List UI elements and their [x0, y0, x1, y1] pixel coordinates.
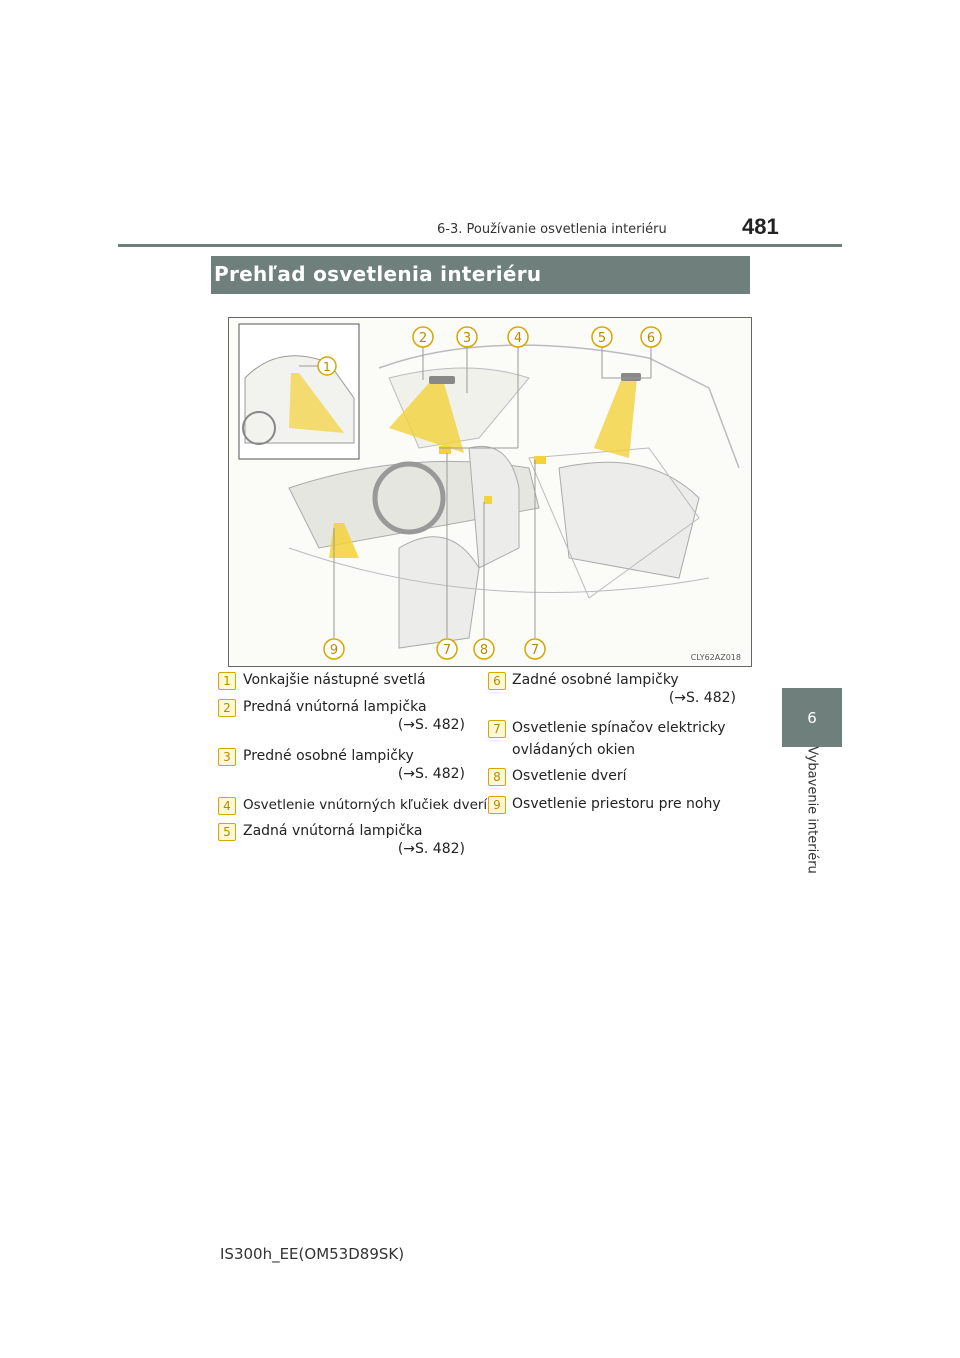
callout-label: 1	[323, 360, 331, 374]
legend-text-4: Osvetlenie vnútorných kľučiek dverí	[243, 797, 488, 813]
callout-7-right	[525, 639, 545, 659]
callout-3	[457, 327, 477, 347]
section-title: Prehľad osvetlenia interiéru	[214, 262, 542, 286]
callout-8	[474, 639, 494, 659]
callout-label: 4	[513, 331, 523, 346]
rear-interior-light-beam	[594, 378, 637, 458]
door-light-front	[439, 446, 451, 454]
legend-badge-1: 1	[218, 672, 236, 690]
legend-text-8: Osvetlenie dverí	[512, 768, 627, 784]
front-seat-left	[399, 537, 479, 648]
callout-9	[324, 639, 344, 659]
callout-label: 3	[462, 331, 472, 346]
legend-badge-7: 7	[488, 720, 506, 738]
callout-label: 9	[329, 643, 339, 658]
callout-label: 8	[479, 643, 489, 658]
legend-ref-3: (→S. 482)	[397, 766, 465, 782]
callout-label: 7	[530, 643, 540, 658]
page-number: 481	[742, 214, 779, 239]
front-lamp	[429, 376, 455, 384]
legend-badge-5: 5	[218, 823, 236, 841]
legend-badge-8: 8	[488, 768, 506, 786]
running-header-title: 6-3. Používanie osvetlenia interiéru	[437, 222, 667, 237]
door-light-rear	[534, 456, 546, 464]
figure-code: CLY62AZ018	[690, 653, 741, 662]
legend-badge-6: 6	[488, 672, 506, 690]
callout-6	[641, 327, 661, 347]
legend-badge-3: 3	[218, 748, 236, 766]
callout-5	[592, 327, 612, 347]
callout-2	[413, 327, 433, 347]
callout-label: 2	[418, 331, 428, 346]
rear-lamp	[621, 373, 641, 381]
interior-lighting-figure	[228, 317, 752, 667]
legend-text-2: Predná vnútorná lampička	[243, 699, 427, 715]
callout-7-left	[437, 639, 457, 659]
callout-label: 7	[442, 643, 452, 658]
legend-badge-4: 4	[218, 797, 236, 815]
chapter-number: 6	[807, 708, 817, 727]
callout-4	[508, 327, 528, 347]
legend-text-7: Osvetlenie spínačov elektricky	[512, 720, 726, 736]
legend-text-1: Vonkajšie nástupné svetlá	[243, 672, 426, 688]
front-seat-right	[469, 446, 519, 568]
legend-text-5: Zadná vnútorná lampička	[243, 823, 423, 839]
legend-text-9: Osvetlenie priestoru pre nohy	[512, 796, 721, 812]
callout-label: 5	[597, 331, 607, 346]
chapter-side-label: Vybavenie interiéru	[804, 746, 820, 874]
rear-seat	[559, 462, 699, 578]
legend-ref-5: (→S. 482)	[397, 841, 465, 857]
legend-ref-6: (→S. 482)	[668, 690, 736, 706]
callout-label: 6	[646, 331, 656, 346]
header-rule	[118, 244, 842, 247]
callout-1	[318, 357, 336, 375]
legend-ref-2: (→S. 482)	[397, 717, 465, 733]
legend-badge-2: 2	[218, 699, 236, 717]
chapter-tab	[782, 688, 842, 747]
legend-text-7b: ovládaných okien	[512, 742, 636, 758]
window-switch-light	[484, 496, 492, 504]
legend-badge-9: 9	[488, 796, 506, 814]
legend-text-6: Zadné osobné lampičky	[512, 672, 679, 688]
footer-model: IS300h_EE(OM53D89SK)	[220, 1245, 405, 1263]
legend-text-3: Predné osobné lampičky	[243, 748, 414, 764]
